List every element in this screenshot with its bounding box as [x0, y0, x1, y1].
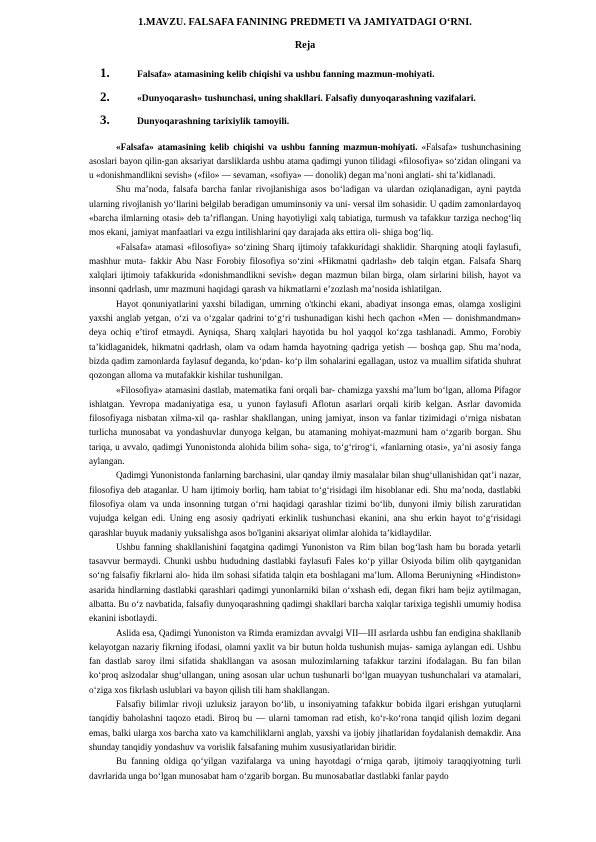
plan-item: [89, 109, 521, 133]
paragraph-text: Qadimgi Yunonistonda fanlarning barchasini, ular qanday ilmiy masalalar bilan shug‘ullanishidan qat’i nazar, filosofiya deb ataganlar. U ham ijtimoiy borliq, ham tabiat to‘g‘risidagi ilm hisoblanar edi. Shu ma’noda, dastlabki filosofiya olam va unda insonning tutgan o‘rni haqidagi qarashlar tizimi bo‘lib, dunyoni ilmiy bilish zaruratidan vujudga kelgan edi. Uning eng asosiy qadriyati erkinlik tushunchasi ekanini, ana shu erkin hayot to‘g‘risidagi qarashlar buyuk madaniy yuksalishga asos bo'lganini aksariyat olimlar alohida ta’kidlaydilar.: [89, 470, 521, 538]
paragraph-lead: «Falsafa» atamasining kelib chiqishi va ushbu fanning mazmun-mohiyati.: [116, 141, 418, 152]
paragraph: [89, 140, 521, 183]
paragraph-text: Ushbu fanning shakllanishini faqatgina qadimgi Yunoniston va Rim bilan bog‘lash ham bu borada yetarli tasavvur bermaydi. Chunki ushbu hududning dastlabki faylasufi Fales ko‘p yillar Osiyoda bilim olib qaytganidan so‘ng falsafiy fikrlarni alo- hida ilm sohasi sifatida talqin eta boshlagani ma’lum. Alloma Beruniyning «Hindiston» asarida hindlarning dastlabki qarashlari qadimgi yunonlarniki bilan o‘xshash edi, degan fikri ham bejiz aytilmagan, albatta. Bu o‘z navbatida, falsafiy dunyoqarashning qadimgi shakllari barcha xalqlar tarixiga tegishli umumiy hodisa ekanini isbotlaydi.: [89, 541, 521, 624]
plan-heading: Reja: [294, 40, 316, 51]
page-title: 1.MAVZU. FALSAFA FANINING PREDMETI VA JAMIYATDAGI O‘RNI.: [138, 17, 472, 28]
paragraph-text: Shu ma’noda, falsafa barcha fanlar rivojlanishiga asos bo‘ladigan va ulardan oziqlanadigan, ayni paytda ularning rivojlanish yo‘llarini belgilab beradigan umuminsoniy va uni- versal ilm sohasidir. U qadim zamonlardayoq «barcha ilmlarning otasi» deb ta’riflangan. Uning hayotiyligi xalq tabiatiga, turmush va tafakkur tarziga nechog‘liq mos ekani, jamiyat manfaatlari va ezgu intilishlarini qay darajada aks ettira oli- shiga bog‘liq.: [89, 184, 521, 238]
paragraph-text: Hayot qonuniyatlarini yaxshi biladigan, umrning o'tkinchi ekani, abadiyat insonga emas, olamga xosligini yaxshi anglab yetgan, o‘zi va o‘zgalar qadrini to‘g‘ri tushunadigan kishi hech qachon «Men — donishmandman» deya ochiq e’tirof etmaydi. Ayniqsa, Sharq xalqlari hayotida bu hol yaqqol ko‘zga tashlanadi. Ammo, Forobiy ta’kidlaganidek, hikmatni qadrlash, olam va odam hamda hayotning qadriga yetish — boshqa gap. Shu ma’noda, bizda qadim zamonlarda faylasuf deganda, ko‘pdan- ko‘p ilm sohalarini egallagan, ustoz va muallim sifatida shuhrat qozongan alloma va mutafakkir kishilar tushunilgan.: [89, 298, 521, 381]
plan-item: [89, 86, 521, 110]
paragraph-text: Bu fanning oldiga qo‘yilgan vazifalarga va uning hayotdagi o‘rniga qarab, ijtimoiy taraqqiyotning turli davrlarida unga bo‘lgan munosabat ham o‘zgarib borgan. Bu munosabatlar dastlabki fanlar paydo: [89, 756, 521, 781]
plan-item-text: Falsafa» atamasining kelib chiqishi va ushbu fanning mazmun-mohiyati.: [137, 69, 435, 80]
paragraph: [89, 182, 521, 239]
paragraph: [89, 240, 521, 297]
paragraph: [89, 626, 521, 697]
plan-item: [89, 62, 521, 86]
paragraph-text: «Filosofiya» atamasini dastlab, matematika fani orqali bar- chamizga yaxshi ma’lum bo‘lgan, alloma Pifagor ishlatgan. Yevropa madaniyatiga esa, u yunon faylasufi Aflotun asarlari orqali kirib kelgan. Asrlar davomida filosofiyaga nisbatan xilma-xil qa- rashlar shakllangan, uning jamiyat, inson va fanlar tizimidagi o‘rniga nisbatan turlicha munosabat va yondashuvlar dunyoga kelgan, bu atamaning mohiyat-mazmuni ham o‘zgarib borgan. Shu tariqa, u avvalo, qadimgi Yunonistonda alohida bilim soha- siga, to‘g‘rirog‘i, «fanlarning otasi», ya’ni asosiy fanga aylangan.: [89, 384, 521, 467]
plan-item-number: 1.: [100, 65, 110, 80]
plan-item-number: 2.: [100, 88, 110, 104]
paragraph-text: Aslida esa, Qadimgi Yunoniston va Rimda eramizdan avvalgi VII—III asrlarda ushbu fan endigina shakllanib kelayotgan nazariy fikrning ifodasi, olamni yaxlit va bir butun holda tushunish mujas- samiga aylangan edi. Ushbu fan dastlab saroy ilmi sifatida shakllangan va asosan mulozimlarning tafakkur tarzini ifodalagan. Bu fan bilan ko‘proq aslzodalar shug‘ullangan, uning asosan ular uchun tushunarli bo‘lgan muayyan tushunchalari va atamalari, o‘ziga xos fikrlash uslublari va bayon qilish tili ham shakllangan.: [89, 627, 521, 695]
paragraph-text: «Falsafa» tushunchasining asoslari bayon qilin-gan aksariyat darsliklarda ushbu atama qadimgi yunon tilidagi «filosofiya» so‘zidan olingani va u «donishmandlikni sevish» («filo» — sevaman, «sofiya» — donolik) degan ma’noni anglati- shi ta’kidlanadi.: [89, 141, 521, 181]
plan-list: [89, 62, 521, 133]
plan-item-number: 3.: [100, 112, 110, 127]
paragraph: [89, 540, 521, 626]
paragraph-text: Falsafiy bilimlar rivoji uzluksiz jarayon bo‘lib, u insoniyatning tafakkur bobida ilgari erishgan yutuqlarni tanqidiy baholashni taqozo etadi. Biroq bu — ularni tamoman rad etish, ko‘r-ko‘rona tanqid qilish lozim degani emas, balki ularga xos barcha xato va kamchiliklarni anglab, yaxshi va ijobiy jihatlaridan foydalanish demakdir. Ana shunday tanqidiy yondashuv va vorislik falsafaning muhim xususiyatlaridan biridir.: [89, 699, 521, 752]
body-text: [89, 140, 521, 783]
paragraph: [89, 697, 521, 754]
paragraph-text: «Falsafa» atamasi «filosofiya» so‘zining Sharq ijtimoiy tafakkuridagi shaklidir. Sharqning atoqli faylasufi, mashhur muta- fakkir Abu Nasr Forobiy filosofiya so‘zini «Hikmatni qadrlash» deb talqin etgan. Falsafa Sharq xalqlari ijtimoiy tafakkurida «donishmandlikni sevish» degan mazmun bilan birga, olam sirlarini bilish, hayot va insonni qadrlash, umr mazmuni haqidagi qarash va hikmatlarni e’zozlash ma’nosida ishlatilgan.: [89, 241, 521, 295]
paragraph: [89, 383, 521, 469]
plan-item-text: Dunyoqarashning tarixiylik tamoyili.: [137, 116, 290, 127]
paragraph: [89, 468, 521, 539]
plan-item-text: «Dunyoqarash» tushunchasi, uning shakllari. Falsafiy dunyoqarashning vazifalari.: [137, 92, 476, 104]
paragraph: [89, 297, 521, 383]
paragraph: [89, 754, 521, 783]
